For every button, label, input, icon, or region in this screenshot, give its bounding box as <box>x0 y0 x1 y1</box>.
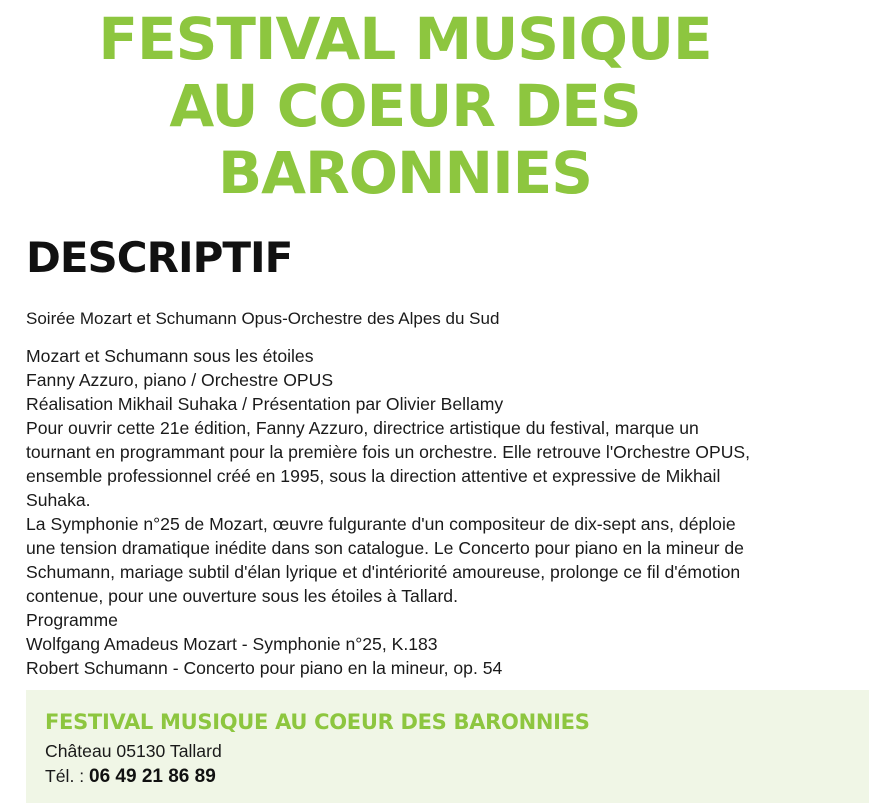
festival-title-line-3: BARONNIES <box>217 139 593 207</box>
description-line: contenue, pour une ouverture sous les étoiles à Tallard. <box>26 586 458 606</box>
description-line: Mozart et Schumann sous les étoiles <box>26 346 314 366</box>
description-line: une tension dramatique inédite dans son catalogue. Le Concerto pour piano en la mineur de <box>26 538 744 558</box>
description-line: Réalisation Mikhail Suhaka / Présentation par Olivier Bellamy <box>26 394 504 414</box>
venue-name: FESTIVAL MUSIQUE AU COEUR DES BARONNIES <box>45 710 590 734</box>
programme-heading: Programme <box>26 610 118 630</box>
venue-info-box <box>26 690 869 803</box>
venue-phone-row <box>45 764 869 789</box>
event-intro: Soirée Mozart et Schumann Opus-Orchestre des Alpes du Sud <box>26 309 500 328</box>
programme-item: Wolfgang Amadeus Mozart - Symphonie n°25, K.183 <box>26 634 438 654</box>
phone-number-link[interactable]: 06 49 21 86 89 <box>89 766 216 787</box>
festival-title-line-2: AU COEUR DES <box>169 72 641 140</box>
description-line: Suhaka. <box>26 490 91 510</box>
description-line: La Symphonie n°25 de Mozart, œuvre fulgurante d'un compositeur de dix-sept ans, déploie <box>26 514 736 534</box>
description-line: Fanny Azzuro, piano / Orchestre OPUS <box>26 370 334 390</box>
description-line: ensemble professionnel créé en 1995, sous la direction attentive et expressive de Mikhail <box>26 466 721 486</box>
event-description <box>26 344 856 680</box>
description-line: Pour ouvrir cette 21e édition, Fanny Azzuro, directrice artistique du festival, marque un <box>26 418 699 438</box>
programme-item: Robert Schumann - Concerto pour piano en la mineur, op. 54 <box>26 658 503 678</box>
description-line: Schumann, mariage subtil d'élan lyrique et d'intériorité amoureuse, prolonge ce fil d'émotion <box>26 562 741 582</box>
description-line: tournant en programmant pour la première fois un orchestre. Elle retrouve l'Orchestre OPUS, <box>26 442 751 462</box>
venue-address: Château 05130 Tallard <box>45 741 222 761</box>
festival-title <box>0 6 810 207</box>
phone-label: Tél. : <box>45 766 85 786</box>
section-title: DESCRIPTIF <box>26 233 293 282</box>
festival-title-line-1: FESTIVAL MUSIQUE <box>98 5 712 73</box>
